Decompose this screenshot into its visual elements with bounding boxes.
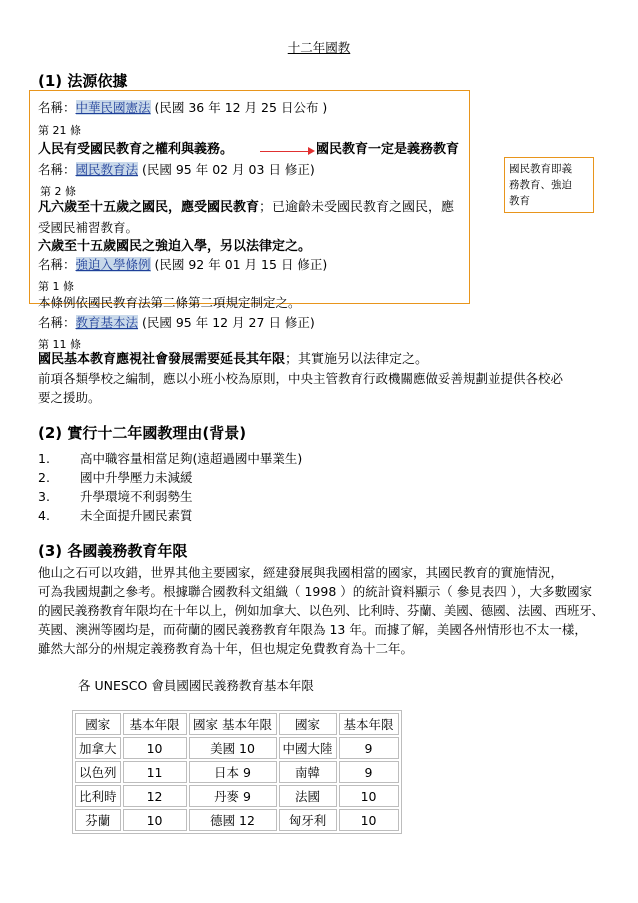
list-item: 3. 升學環境不利弱勢生 bbox=[38, 489, 193, 504]
article-2-label: 第 2 條 bbox=[40, 185, 76, 198]
article-1-label: 第 1 條 bbox=[38, 280, 74, 293]
law-name-line-compulsory-attendance: 名稱：強迫入學條例 (民國 92 年 01 月 15 日 修正) bbox=[38, 257, 328, 272]
link-compulsory-attendance-act[interactable]: 強迫入學條例 bbox=[75, 257, 151, 272]
section-2-heading: (2) 實行十二年國教理由(背景) bbox=[38, 424, 247, 442]
document-title: 十二年國教 bbox=[287, 40, 351, 55]
compulsory-years-table bbox=[72, 710, 402, 834]
list-item: 2. 國中升學壓力未減緩 bbox=[38, 470, 193, 485]
article-2-text-line2: 受國民補習教育。 bbox=[38, 220, 139, 235]
article-21-label: 第 21 條 bbox=[38, 124, 81, 137]
article-11-text-line3: 要之援助。 bbox=[38, 390, 101, 405]
table-caption: 各 UNESCO 會員國國民義務教育基本年限 bbox=[78, 678, 314, 693]
section-3-heading: (3) 各國義務教育年限 bbox=[38, 542, 188, 560]
link-basic-education-act[interactable]: 教育基本法 bbox=[75, 315, 139, 330]
table-row: 以色列 11 日本 9 南韓 9 bbox=[75, 761, 399, 783]
law-name-line-basic-education: 名稱：教育基本法 (民國 95 年 12 月 27 日 修正) bbox=[38, 315, 315, 330]
article-21-text: 人民有受國民教育之權利與義務。 bbox=[38, 142, 234, 157]
paragraph-line: 英國、澳洲等國均是，而荷蘭的國民義務教育年限為 13 年。而據了解，美國各州情形也不太一樣， bbox=[38, 622, 587, 637]
link-national-education-act[interactable]: 國民教育法 bbox=[75, 162, 139, 177]
article-11-text-line1: 國民基本教育應視社會發展需要延長其年限；其實施另以法律定之。 bbox=[38, 352, 429, 367]
paragraph-line: 可為我國規劃之參考。根據聯合國教科文組織（ 1998 ）的統計資料顯示（ 參見表四 ），大多數國家 bbox=[38, 584, 592, 599]
law-name-line-national-education: 名稱：國民教育法 (民國 95 年 02 月 03 日 修正) bbox=[38, 162, 315, 177]
arrow-line bbox=[260, 151, 312, 152]
compulsory-note: 國民教育一定是義務教育 bbox=[316, 142, 460, 157]
paragraph-line: 的國民義務教育年限均在十年以上，例如加拿大、以色列、比利時、芬蘭、美國、德國、法國、西班牙、 bbox=[38, 603, 604, 618]
article-1-text: 本條例依國民教育法第二條第二項規定制定之。 bbox=[38, 295, 301, 310]
table-row: 比利時 12 丹麥 9 法國 10 bbox=[75, 785, 399, 807]
article-2-text-line1: 凡六歲至十五歲之國民，應受國民教育；已逾齡未受國民教育之國民，應 bbox=[38, 200, 455, 215]
table-row: 芬蘭 10 德國 12 匈牙利 10 bbox=[75, 809, 399, 831]
arrow-head-icon bbox=[308, 147, 315, 155]
section-1-heading: (1) 法源依據 bbox=[38, 72, 128, 90]
article-2-text-line3: 六歲至十五歲國民之強迫入學，另以法律定之。 bbox=[38, 239, 312, 254]
law-name-line-constitution: 名稱：中華民國憲法 (民國 36 年 12 月 25 日公布 ) bbox=[38, 100, 328, 115]
paragraph-line: 他山之石可以攻錯，世界其他主要國家，經建發展與我國相當的國家，其國民教育的實施情況， bbox=[38, 565, 564, 580]
paragraph-line: 雖然大部分的州規定義務教育為十年，但也規定免費教育為十二年。 bbox=[38, 641, 414, 656]
list-item: 1. 高中職容量相當足夠(遠超過國中畢業生) bbox=[38, 451, 303, 466]
article-11-text-line2: 前項各類學校之編制，應以小班小校為原則，中央主管教育行政機關應做妥善規劃並提供各校必 bbox=[38, 371, 564, 386]
link-constitution[interactable]: 中華民國憲法 bbox=[75, 100, 151, 115]
article-11-label: 第 11 條 bbox=[38, 338, 81, 351]
callout-box: 國民教育即義 務教育、強迫 教育 bbox=[504, 157, 594, 213]
table-header-row: 國家 基本年限 國家 基本年限 國家 基本年限 bbox=[75, 713, 399, 735]
list-item: 4. 未全面提升國民素質 bbox=[38, 508, 193, 523]
table-row: 加拿大 10 美國 10 中國大陸 9 bbox=[75, 737, 399, 759]
